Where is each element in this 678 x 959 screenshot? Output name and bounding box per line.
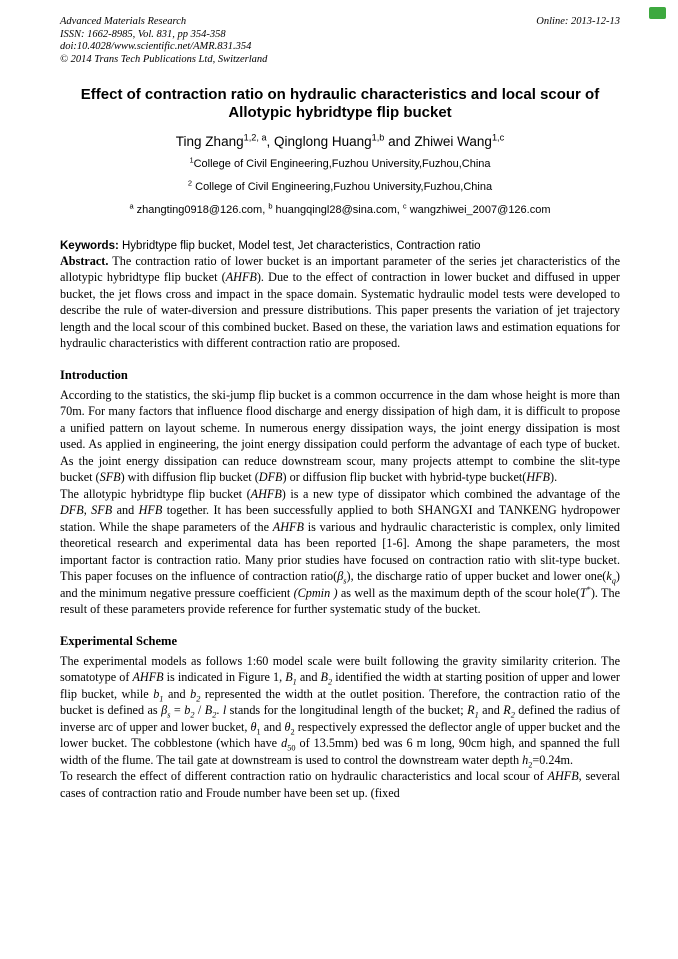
keywords-row [60,239,620,253]
section-heading-experimental-scheme: Experimental Scheme [60,633,177,648]
abstract-label: Abstract. [60,253,109,268]
journal-header [60,16,620,66]
experimental-paragraph-2: To research the effect of different contraction ratio on hydraulic characteristics and local scour of AHFB, several cases of contraction ratio and Froude number have been set up. (fixed [60,769,620,800]
keywords-text: Hybridtype flip bucket, Model test, Jet characteristics, Contraction ratio [122,239,481,252]
journal-doi: doi:10.4028/www.scientific.net/AMR.831.354 [60,41,252,52]
journal-name: Advanced Materials Research [60,16,187,27]
affiliation-1: $^1$College of Civil Engineering,Fuzhou University,Fuzhou,China [189,155,491,170]
section-heading-introduction: Introduction [60,367,128,382]
paper-title: Effect of contraction ratio on hydraulic characteristics and local scour of Allotypic hybridtype flip bucket [80,86,600,121]
journal-info [60,16,267,66]
abstract-text: The contraction ratio of lower bucket is an important parameter of the series jet characteristics of the allotypic hybridtype flip bucket (AHFB). Due to the effect of contraction in lower bucket and diffused in upper bucket, the jet flows cross and impact in the space domain. Systematic hydraulic model tests were developed to describe the rule of water-diversion and pressure distributions. This paper presents the variation of jet trajectory length and the local scour of this combined bucket. Based on these, the variation laws and estimation equations for hydraulic characteristics with different contraction ratio are proposed. [60,253,620,350]
corner-badge [649,7,666,19]
journal-issn: ISSN: 1662-8985, Vol. 831, pp 354-358 [60,28,226,40]
authors-line: Ting Zhang$^{1,2, a}$, Qinglong Huang$^{1,b}$ and Zhiwei Wang$^{1,c}$ [175,132,505,149]
keywords-label: Keywords: [60,239,119,252]
abstract-paragraph [60,253,620,352]
journal-copyright: © 2014 Trans Tech Publications Ltd, Switzerland [60,53,268,65]
emails-line: $^a$ zhangting0918@126.com, $^b$ huangqingl28@sina.com, $^c$ wangzhiwei_2007@126.com [129,201,551,216]
affiliation-2: $^2$ College of Civil Engineering,Fuzhou University,Fuzhou,China [187,177,493,193]
online-date: Online: 2013-12-13 [536,16,620,27]
experimental-paragraph-1: The experimental models as follows 1:60 model scale were built following the gravity similarity criterion. The somatotype of AHFB is indicated in Figure 1, $B_1$ and $B_2$ identified the width at starting position of upper and lower flip bucket, while $b_1$ and $b_2$ represented the width at the outlet position. Therefore, the contraction ratio of the bucket is defined as $\beta_s = b_2 / B_2$. l stands for the longitudinal length of the bucket; $R_1$ and $R_2$ defined the radius of inverse arc of upper and lower bucket, $\theta_1$ and $\theta_2$ respectively expressed the deflector angle of upper bucket and the lower bucket. The cobblestone (which have $d_{50}$ of 13.5mm) bed was 6 m long, 90cm high, and spanned the full width of the flume. The tail gate at downstream is used to control the downstream water depth $h_2=0.24m$. [60,653,621,769]
introduction-paragraph-1: According to the statistics, the ski-jump flip bucket is a common occurrence in the dam whose height is more than 70m. For many factors that influence flood discharge and energy dissipation of high dam, it is difficult to propose a unified pattern on layout scheme. In numerous energy dissipation ways, the joint energy dissipation is most used. As applied in engineering, the joint energy dissipation could perform the advantage of each type of bucket. As the joint energy dissipation can reduce downstream scour, many projects attempt to combine the slit-type bucket (SFB) with diffusion flip bucket (DFB) or diffusion flip bucket with hybrid-type bucket(HFB). [60,387,620,484]
introduction-paragraph-2: The allotypic hybridtype flip bucket (AHFB) is a new type of dissipator which combined the advantage of the DFB, SFB and HFB together. It has been successfully applied to both SHANGXI and TANKENG hydropower station. While the shape parameters of the AHFB is various and hydraulic characteristic is complex, only limited theoretical research and experimental data has been reported [1-6]. Among the shape parameters, the most important factor is contraction ratio. Many prior studies have focused on contraction ratio with slit-type bucket. This paper focuses on the influence of contraction $ratio(\beta_s)$, the discharge ratio of upper bucket and lower $one(k_q)$ and the minimum negative pressure coefficient (Cpmin ) as well as the maximum depth of the scour hole(T*). The result of these parameters provide reference for further systematic study of the bucket. [60,486,620,616]
